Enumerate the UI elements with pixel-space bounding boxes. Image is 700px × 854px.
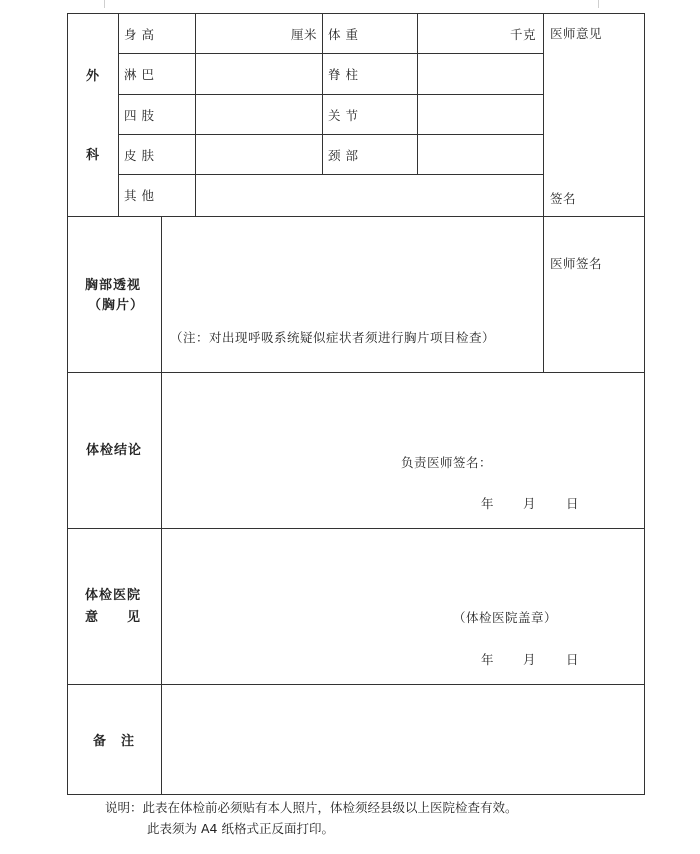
weight-field[interactable] — [418, 15, 542, 53]
hospital-stamp: （体检医院盖章） — [453, 610, 558, 625]
neck-label: 颈 部 — [328, 148, 359, 163]
page-margin-mark-left — [104, 0, 105, 8]
hospital-title-line-1: 体检医院 — [85, 588, 142, 603]
neck-field[interactable] — [418, 135, 542, 173]
spine-label: 脊 柱 — [328, 67, 359, 82]
joints-field[interactable] — [418, 95, 542, 133]
weight-unit: 千克 — [509, 27, 536, 42]
surgery-signature-label: 签名 — [550, 191, 577, 206]
surgery-category-char-2: 科 — [86, 148, 101, 163]
chest-note: （注：对出现呼吸系统疑似症状者须进行胸片项目检查） — [170, 330, 496, 345]
skin-label: 皮 肤 — [124, 148, 155, 163]
limbs-field[interactable] — [196, 95, 321, 133]
exam-form-table — [67, 13, 645, 795]
conclusion-date-month: 月 — [523, 496, 537, 511]
remarks-field[interactable] — [162, 685, 643, 794]
chest-result-field[interactable] — [162, 217, 542, 371]
surgery-category-char-1: 外 — [86, 69, 101, 84]
skin-field[interactable] — [196, 135, 321, 173]
hospital-date-month: 月 — [523, 652, 537, 667]
surgery-col-1 — [118, 14, 119, 216]
height-label: 身 高 — [124, 27, 155, 42]
page-margin-mark-right — [598, 0, 599, 8]
responsible-doctor-signature: 负责医师签名： — [401, 455, 493, 470]
other-field[interactable] — [196, 176, 542, 215]
chest-title-line-1: 胸部透视 — [85, 278, 142, 293]
conclusion-date-year: 年 — [481, 496, 495, 511]
spine-field[interactable] — [418, 55, 542, 93]
lymph-field[interactable] — [196, 55, 321, 93]
conclusion-date-day: 日 — [566, 496, 580, 511]
weight-label: 体 重 — [328, 27, 359, 42]
surgery-row-line-4 — [118, 174, 543, 175]
lymph-label: 淋 巴 — [124, 67, 155, 82]
conclusion-title: 体检结论 — [86, 443, 143, 458]
joints-label: 关 节 — [328, 108, 359, 123]
hospital-title-line-2: 意 见 — [85, 610, 142, 625]
footer-note-2: 此表须为 A4 纸格式正反面打印。 — [147, 821, 334, 836]
footer-note-1: 说明：此表在体检前必须贴有本人照片，体检须经县级以上医院检查有效。 — [105, 800, 518, 815]
height-field[interactable] — [196, 15, 321, 53]
hospital-date-day: 日 — [566, 652, 580, 667]
doctor-opinion-label: 医师意见 — [550, 26, 603, 41]
surgery-row-line-1 — [118, 53, 543, 54]
chest-title-line-2: （胸片） — [88, 298, 145, 313]
hospital-date-year: 年 — [481, 652, 495, 667]
limbs-label: 四 肢 — [124, 108, 155, 123]
height-unit: 厘米 — [290, 27, 317, 42]
chest-doctor-signature-label: 医师签名 — [550, 256, 603, 271]
opinion-column-line — [543, 14, 544, 372]
remarks-title: 备 注 — [93, 734, 136, 749]
other-label: 其 他 — [124, 188, 155, 203]
